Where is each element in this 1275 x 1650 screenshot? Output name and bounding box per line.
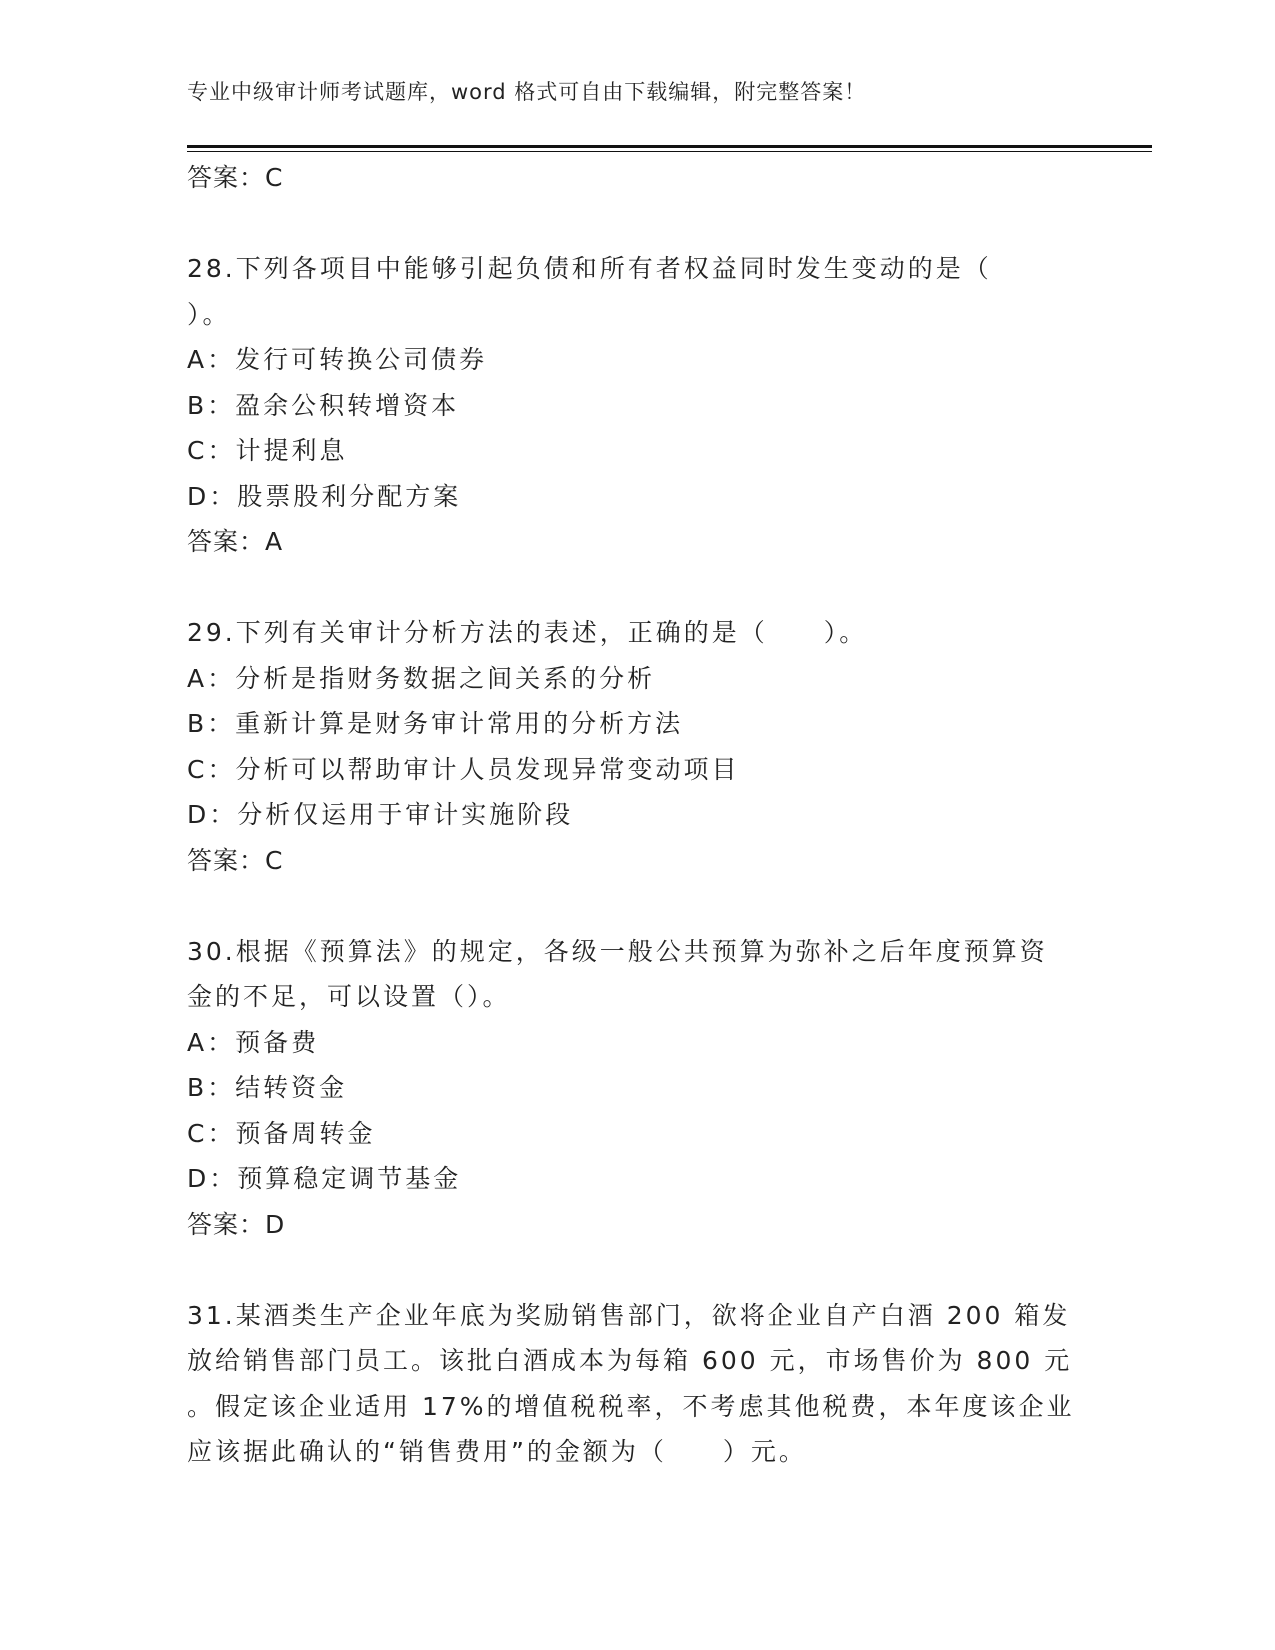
previous-answer: 答案：C — [187, 163, 284, 192]
header-rule-thin — [187, 151, 1152, 152]
option-b: B：结转资金 — [187, 1073, 348, 1102]
spacer — [187, 1247, 1087, 1293]
header-rule-thick — [187, 145, 1152, 148]
option-b: B：盈余公积转增资本 — [187, 390, 460, 420]
option-a: A：发行可转换公司债券 — [187, 345, 488, 374]
question-31 — [187, 1293, 1087, 1475]
question-stem-line: 30.根据《预算法》的规定，各级一般公共预算为弥补之后年度预算资 — [187, 936, 1048, 966]
spacer — [187, 565, 1087, 611]
option-a: A：预备费 — [187, 1027, 320, 1057]
answer: 答案：D — [187, 1209, 286, 1239]
question-stem-line: 。假定该企业适用 17%的增值税税率，不考虑其他税费，本年度该企业 — [187, 1391, 1075, 1421]
spacer — [187, 883, 1087, 929]
question-stem-line: 金的不足，可以设置（）。 — [187, 982, 511, 1011]
answer: 答案：C — [187, 845, 284, 875]
option-c: C：预备周转金 — [187, 1118, 376, 1148]
option-c: C：分析可以帮助审计人员发现异常变动项目 — [187, 754, 740, 784]
question-stem-line: 放给销售部门员工。该批白酒成本为每箱 600 元，市场售价为 800 元 — [187, 1346, 1073, 1375]
answer: 答案：A — [187, 527, 284, 556]
option-d: D：分析仅运用于审计实施阶段 — [187, 800, 574, 829]
question-29 — [187, 610, 1087, 883]
question-stem-line: 29.下列有关审计分析方法的表述，正确的是（ ）。 — [187, 618, 868, 647]
spacer — [187, 201, 1087, 247]
option-b: B：重新计算是财务审计常用的分析方法 — [187, 709, 684, 738]
question-stem-line: ）。 — [187, 299, 231, 329]
option-d: D：股票股利分配方案 — [187, 481, 462, 511]
question-content — [187, 155, 1087, 1475]
option-d: D：预算稳定调节基金 — [187, 1164, 462, 1193]
question-stem-line: 应该据此确认的“销售费用”的金额为（ ）元。 — [187, 1437, 807, 1466]
page-header: 专业中级审计师考试题库，word 格式可自由下载编辑，附完整答案！ — [187, 80, 867, 104]
option-a: A：分析是指财务数据之间关系的分析 — [187, 663, 656, 693]
question-30 — [187, 929, 1087, 1248]
option-c: C：计提利息 — [187, 436, 348, 465]
question-stem-line: 31.某酒类生产企业年底为奖励销售部门，欲将企业自产白酒 200 箱发 — [187, 1300, 1071, 1330]
question-28 — [187, 246, 1087, 565]
question-stem-line: 28.下列各项目中能够引起负债和所有者权益同时发生变动的是（ — [187, 254, 992, 283]
